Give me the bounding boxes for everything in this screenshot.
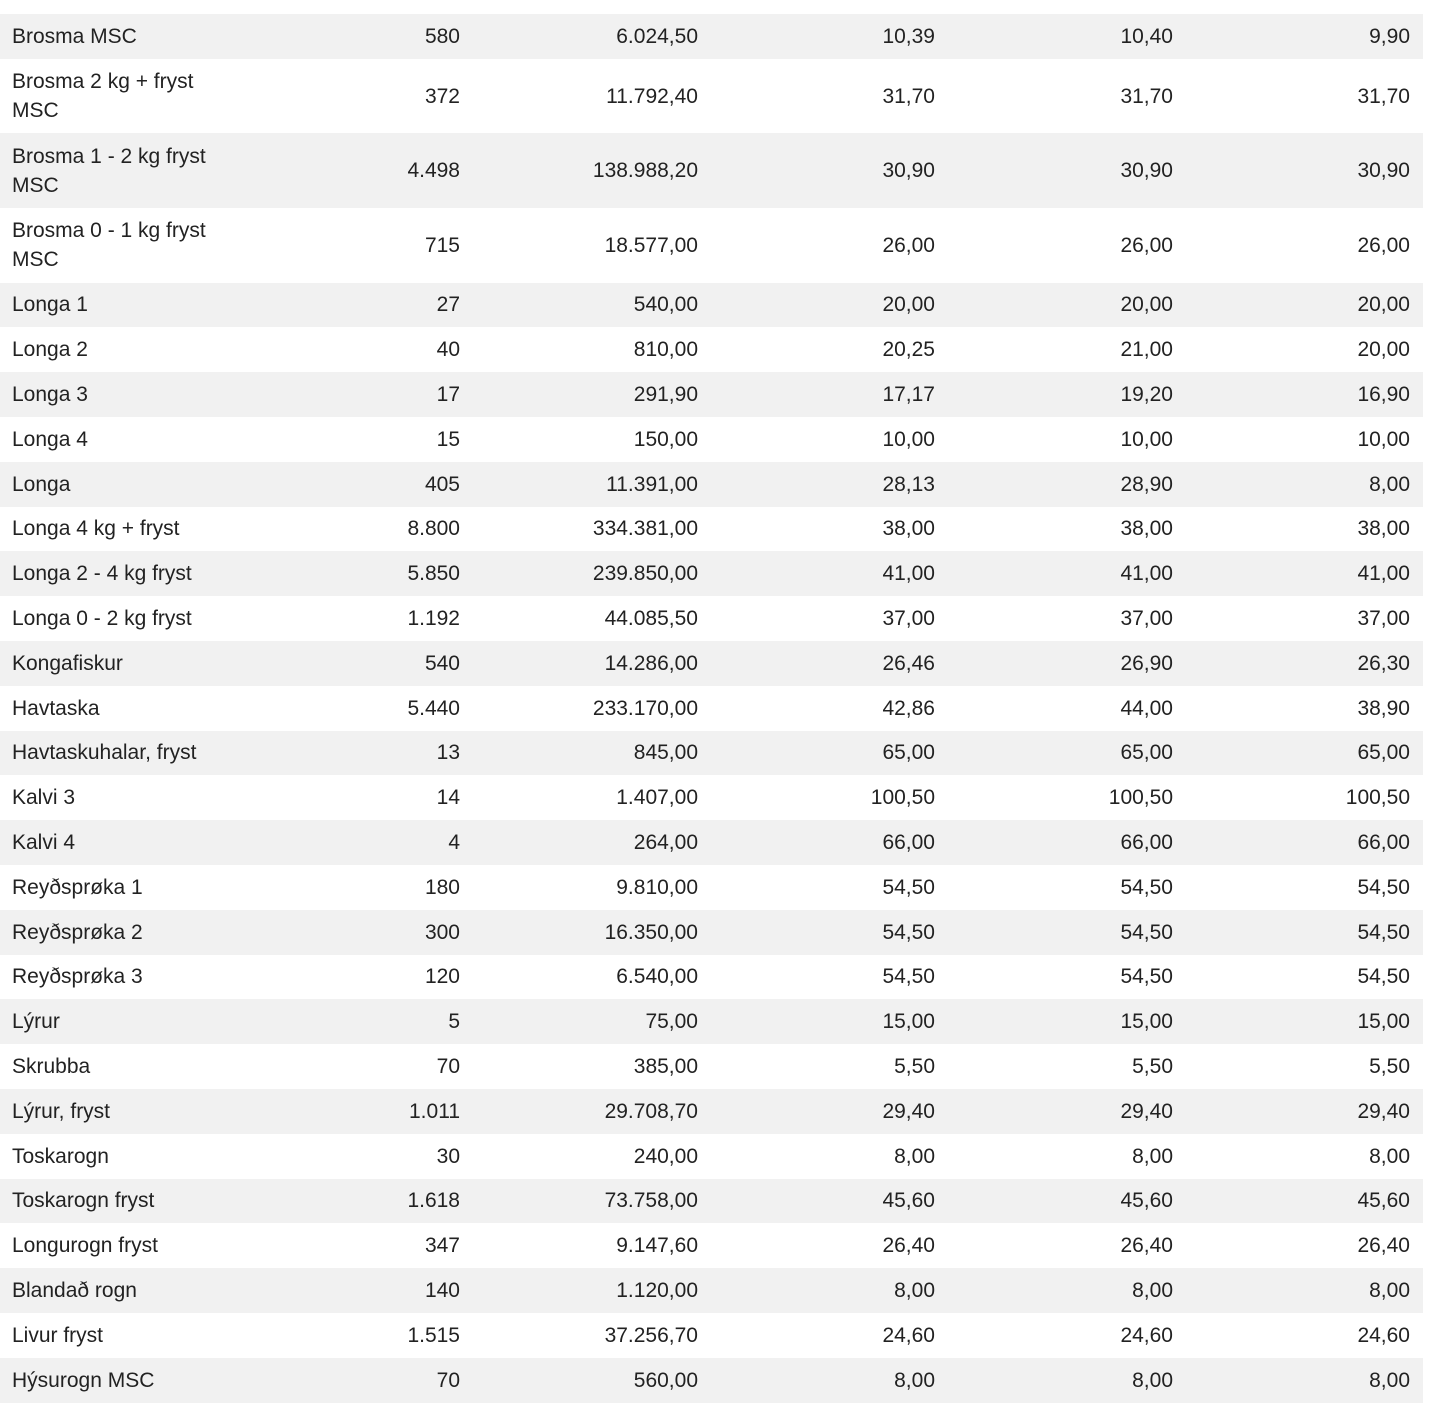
species-name-cell: Toskarogn fryst [12, 1189, 155, 1213]
table-row [0, 208, 1423, 283]
species-name-cell: Blandað rogn [12, 1279, 137, 1302]
average-price-cell: 54,50 [882, 965, 935, 989]
max-price-cell: 8,00 [1132, 1144, 1173, 1168]
table-row [0, 1179, 1423, 1224]
species-name-cell: Longa 3 [12, 383, 88, 407]
table-body [0, 14, 1423, 1403]
min-price-cell: 37,00 [1357, 607, 1410, 631]
max-price-cell: 26,90 [1120, 651, 1173, 675]
min-price-cell: 20,00 [1357, 338, 1410, 362]
table-row [0, 1223, 1423, 1268]
table-row [0, 283, 1423, 328]
species-name-cell: Toskarogn [12, 1144, 109, 1168]
auction-results-table [0, 14, 1423, 1403]
table-row [0, 596, 1423, 641]
total-value-cell: 1.120,00 [616, 1279, 698, 1302]
total-value-cell: 37.256,70 [604, 1323, 698, 1347]
table-row [0, 731, 1423, 776]
max-price-cell: 26,00 [1120, 233, 1173, 257]
min-price-cell: 45,60 [1357, 1189, 1410, 1213]
table-row [0, 686, 1423, 731]
max-price-cell: 100,50 [1108, 786, 1173, 810]
quantity-cell: 8.800 [407, 517, 460, 541]
table-row [0, 910, 1423, 955]
max-price-cell: 38,00 [1120, 517, 1173, 541]
min-price-cell: 38,90 [1357, 696, 1410, 720]
table-row [0, 999, 1423, 1044]
average-price-cell: 26,46 [882, 651, 935, 675]
table-row [0, 775, 1423, 820]
quantity-cell: 4.498 [407, 159, 460, 183]
quantity-cell: 5.850 [407, 562, 460, 586]
average-price-cell: 26,00 [882, 233, 935, 257]
species-name-cell: Longa 1 [12, 293, 88, 317]
min-price-cell: 100,50 [1345, 786, 1410, 810]
species-name-cell: Reyðsprøka 2 [12, 920, 143, 944]
max-price-cell: 20,00 [1120, 293, 1173, 317]
table-row [0, 327, 1423, 372]
total-value-cell: 334.381,00 [592, 517, 698, 541]
total-value-cell: 233.170,00 [592, 696, 698, 720]
max-price-cell: 10,00 [1120, 427, 1173, 451]
max-price-cell: 44,00 [1120, 696, 1173, 720]
total-value-cell: 73.758,00 [604, 1189, 698, 1213]
species-name-cell: Reyðsprøka 1 [12, 875, 143, 899]
average-price-cell: 17,17 [882, 383, 935, 407]
max-price-cell: 54,50 [1120, 920, 1173, 944]
quantity-cell: 13 [436, 741, 460, 765]
total-value-cell: 75,00 [645, 1010, 698, 1034]
average-price-cell: 20,25 [882, 338, 935, 362]
total-value-cell: 18.577,00 [604, 233, 698, 257]
min-price-cell: 54,50 [1357, 920, 1410, 944]
max-price-cell: 15,00 [1120, 1010, 1173, 1034]
max-price-cell: 66,00 [1120, 831, 1173, 855]
total-value-cell: 264,00 [633, 831, 698, 855]
average-price-cell: 15,00 [882, 1010, 935, 1034]
average-price-cell: 65,00 [882, 741, 935, 765]
table-row [0, 462, 1423, 507]
species-name-cell: Brosma 1 - 2 kg fryst MSC [12, 144, 206, 197]
average-price-cell: 38,00 [882, 517, 935, 541]
table-row [0, 507, 1423, 552]
min-price-cell: 24,60 [1357, 1323, 1410, 1347]
average-price-cell: 100,50 [870, 786, 935, 810]
table-row [0, 133, 1423, 208]
quantity-cell: 70 [436, 1368, 460, 1392]
species-name-cell: Livur fryst [12, 1323, 104, 1347]
max-price-cell: 31,70 [1120, 84, 1173, 108]
quantity-cell: 30 [436, 1144, 460, 1168]
species-name-cell: Kalvi 3 [12, 786, 76, 810]
table-row [0, 417, 1423, 462]
average-price-cell: 66,00 [882, 831, 935, 855]
table-row [0, 865, 1423, 910]
species-name-cell: Hýsurogn MSC [12, 1368, 155, 1392]
total-value-cell: 14.286,00 [604, 651, 698, 675]
total-value-cell: 239.850,00 [592, 562, 698, 586]
quantity-cell: 5 [448, 1010, 460, 1034]
max-price-cell: 5,50 [1132, 1055, 1173, 1079]
table-row [0, 59, 1423, 134]
total-value-cell: 385,00 [633, 1055, 698, 1079]
total-value-cell: 16.350,00 [604, 920, 698, 944]
min-price-cell: 8,00 [1369, 1279, 1410, 1302]
max-price-cell: 8,00 [1132, 1368, 1173, 1392]
average-price-cell: 54,50 [882, 920, 935, 944]
quantity-cell: 715 [424, 233, 460, 257]
table-row [0, 1358, 1423, 1403]
species-name-cell: Lýrur, fryst [12, 1099, 111, 1123]
min-price-cell: 38,00 [1357, 517, 1410, 541]
max-price-cell: 30,90 [1120, 159, 1173, 183]
max-price-cell: 24,60 [1120, 1323, 1173, 1347]
min-price-cell: 31,70 [1357, 84, 1410, 108]
min-price-cell: 8,00 [1369, 1144, 1410, 1168]
total-value-cell: 540,00 [633, 293, 698, 317]
min-price-cell: 8,00 [1369, 472, 1410, 496]
quantity-cell: 120 [424, 965, 460, 989]
min-price-cell: 65,00 [1357, 741, 1410, 765]
max-price-cell: 26,40 [1120, 1234, 1173, 1258]
average-price-cell: 8,00 [894, 1144, 935, 1168]
species-name-cell: Havtaskuhalar, fryst [12, 741, 197, 765]
average-price-cell: 31,70 [882, 84, 935, 108]
quantity-cell: 17 [436, 383, 460, 407]
quantity-cell: 1.011 [409, 1099, 460, 1123]
min-price-cell: 26,30 [1357, 651, 1410, 675]
table-row [0, 1313, 1423, 1358]
species-name-cell: Havtaska [12, 696, 100, 720]
min-price-cell: 41,00 [1357, 562, 1410, 586]
species-name-cell: Brosma 2 kg + fryst MSC [12, 70, 194, 123]
min-price-cell: 16,90 [1357, 383, 1410, 407]
species-name-cell: Skrubba [12, 1055, 91, 1079]
min-price-cell: 20,00 [1357, 293, 1410, 317]
species-name-cell: Reyðsprøka 3 [12, 965, 143, 989]
table-row [0, 641, 1423, 686]
quantity-cell: 5.440 [407, 696, 460, 720]
cut-off-text-fragment [12, 0, 60, 6]
min-price-cell: 9,90 [1369, 24, 1410, 48]
table-row [0, 955, 1423, 1000]
total-value-cell: 1.407,00 [616, 786, 698, 810]
table-row [0, 1089, 1423, 1134]
species-name-cell: Longa 2 - 4 kg fryst [12, 562, 192, 586]
table-row [0, 1268, 1423, 1313]
max-price-cell: 45,60 [1120, 1189, 1173, 1213]
quantity-cell: 15 [436, 427, 460, 451]
max-price-cell: 41,00 [1120, 562, 1173, 586]
max-price-cell: 65,00 [1120, 741, 1173, 765]
total-value-cell: 291,90 [633, 383, 698, 407]
max-price-cell: 54,50 [1120, 875, 1173, 899]
max-price-cell: 37,00 [1120, 607, 1173, 631]
min-price-cell: 5,50 [1369, 1055, 1410, 1079]
average-price-cell: 54,50 [882, 875, 935, 899]
quantity-cell: 4 [448, 831, 460, 855]
total-value-cell: 810,00 [633, 338, 698, 362]
quantity-cell: 1.618 [407, 1189, 460, 1213]
quantity-cell: 405 [424, 472, 460, 496]
total-value-cell: 9.810,00 [616, 875, 698, 899]
average-price-cell: 28,13 [882, 472, 935, 496]
average-price-cell: 8,00 [894, 1368, 935, 1392]
quantity-cell: 40 [436, 338, 460, 362]
total-value-cell: 9.147,60 [616, 1234, 698, 1258]
max-price-cell: 29,40 [1120, 1099, 1173, 1123]
species-name-cell: Longa 0 - 2 kg fryst [12, 607, 192, 631]
min-price-cell: 29,40 [1357, 1099, 1410, 1123]
table-row [0, 1134, 1423, 1179]
species-name-cell: Kalvi 4 [12, 831, 76, 855]
quantity-cell: 140 [424, 1279, 460, 1302]
total-value-cell: 845,00 [633, 741, 698, 765]
average-price-cell: 37,00 [882, 607, 935, 631]
average-price-cell: 42,86 [882, 696, 935, 720]
table-row [0, 551, 1423, 596]
total-value-cell: 29.708,70 [604, 1099, 698, 1123]
max-price-cell: 10,40 [1120, 24, 1173, 48]
total-value-cell: 240,00 [633, 1144, 698, 1168]
total-value-cell: 11.792,40 [606, 84, 698, 108]
species-name-cell: Brosma 0 - 1 kg fryst MSC [12, 219, 206, 272]
average-price-cell: 20,00 [882, 293, 935, 317]
average-price-cell: 30,90 [882, 159, 935, 183]
min-price-cell: 54,50 [1357, 875, 1410, 899]
quantity-cell: 14 [436, 786, 460, 810]
average-price-cell: 24,60 [882, 1323, 935, 1347]
total-value-cell: 6.024,50 [616, 24, 698, 48]
quantity-cell: 347 [424, 1234, 460, 1258]
quantity-cell: 300 [424, 920, 460, 944]
max-price-cell: 21,00 [1120, 338, 1173, 362]
total-value-cell: 150,00 [633, 427, 698, 451]
quantity-cell: 372 [424, 84, 460, 108]
total-value-cell: 44.085,50 [604, 607, 698, 631]
max-price-cell: 19,20 [1120, 383, 1173, 407]
max-price-cell: 8,00 [1132, 1279, 1173, 1302]
species-name-cell: Longa 4 [12, 427, 88, 451]
min-price-cell: 26,00 [1357, 233, 1410, 257]
min-price-cell: 66,00 [1357, 831, 1410, 855]
species-name-cell: Kongafiskur [12, 651, 123, 675]
species-name-cell: Brosma MSC [12, 24, 137, 48]
average-price-cell: 8,00 [894, 1279, 935, 1302]
average-price-cell: 29,40 [882, 1099, 935, 1123]
average-price-cell: 10,00 [882, 427, 935, 451]
quantity-cell: 1.515 [407, 1323, 460, 1347]
species-name-cell: Longurogn fryst [12, 1234, 158, 1258]
total-value-cell: 138.988,20 [592, 159, 698, 183]
max-price-cell: 28,90 [1120, 472, 1173, 496]
species-name-cell: Longa [12, 472, 71, 496]
average-price-cell: 5,50 [894, 1055, 935, 1079]
species-name-cell: Lýrur [12, 1010, 60, 1034]
quantity-cell: 180 [424, 875, 460, 899]
total-value-cell: 560,00 [633, 1368, 698, 1392]
min-price-cell: 8,00 [1369, 1368, 1410, 1392]
table-row [0, 1044, 1423, 1089]
table-row [0, 372, 1423, 417]
average-price-cell: 26,40 [882, 1234, 935, 1258]
average-price-cell: 41,00 [882, 562, 935, 586]
quantity-cell: 540 [424, 651, 460, 675]
species-name-cell: Longa 2 [12, 338, 88, 362]
quantity-cell: 580 [424, 24, 460, 48]
auction-results-table-wrapper [0, 14, 1423, 1403]
table-row [0, 820, 1423, 865]
quantity-cell: 1.192 [407, 607, 460, 631]
average-price-cell: 10,39 [882, 24, 935, 48]
min-price-cell: 54,50 [1357, 965, 1410, 989]
table-row [0, 14, 1423, 59]
total-value-cell: 6.540,00 [616, 965, 698, 989]
min-price-cell: 15,00 [1357, 1010, 1410, 1034]
min-price-cell: 26,40 [1357, 1234, 1410, 1258]
average-price-cell: 45,60 [882, 1189, 935, 1213]
min-price-cell: 30,90 [1357, 159, 1410, 183]
quantity-cell: 70 [436, 1055, 460, 1079]
quantity-cell: 27 [436, 293, 460, 317]
min-price-cell: 10,00 [1357, 427, 1410, 451]
total-value-cell: 11.391,00 [606, 472, 698, 496]
max-price-cell: 54,50 [1120, 965, 1173, 989]
species-name-cell: Longa 4 kg + fryst [12, 517, 180, 541]
